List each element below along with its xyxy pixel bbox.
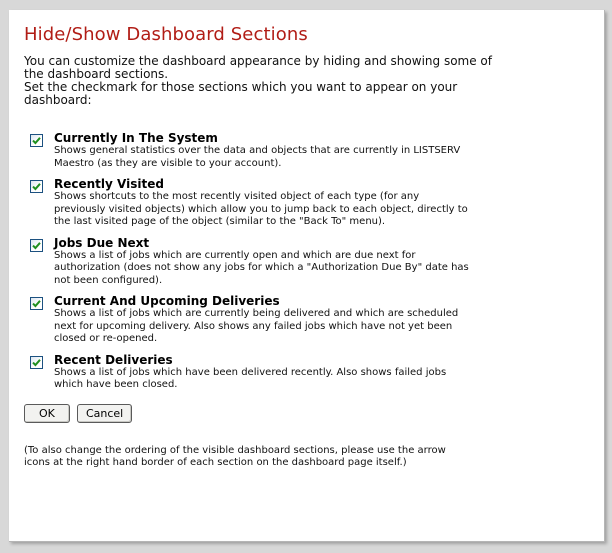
- section-checkbox[interactable]: [30, 134, 43, 147]
- section-description: [54, 367, 594, 392]
- cancel-button[interactable]: Cancel: [77, 404, 132, 423]
- section-currently-in-system: [24, 131, 594, 170]
- footer-note: [24, 445, 594, 470]
- description-line: closed or re-opened.: [54, 333, 158, 344]
- checkmark-icon: [32, 358, 41, 367]
- section-title: Jobs Due Next: [54, 235, 150, 250]
- description-line: which have been closed.: [54, 379, 178, 390]
- section-list: [24, 131, 594, 392]
- checkmark-icon: [32, 182, 41, 191]
- checkmark-icon: [32, 136, 41, 145]
- description-line: next for upcoming delivery. Also shows any failed jobs which have not yet been: [54, 320, 453, 332]
- description-line: Shows a list of jobs which have been delivered recently. Also shows failed jobs: [54, 366, 447, 378]
- intro-line: Set the checkmark for those sections which you want to appear on your: [24, 80, 458, 94]
- intro-text: [24, 55, 594, 107]
- button-row: [24, 402, 594, 423]
- checkmark-icon: [32, 241, 41, 250]
- section-checkbox[interactable]: [30, 297, 43, 310]
- intro-line: the dashboard sections.: [24, 67, 169, 81]
- description-line: Shows general statistics over the data and objects that are currently in LISTSERV: [54, 145, 461, 156]
- section-description: [54, 145, 594, 170]
- description-line: Maestro (as they are visible to your account).: [54, 157, 282, 169]
- section-recent-deliveries: [24, 353, 594, 392]
- description-line: Shows shortcuts to the most recently visited object of each type (for any: [54, 191, 420, 202]
- section-description: [54, 191, 594, 229]
- description-line: Shows a list of jobs which are currently being delivered and which are scheduled: [54, 308, 459, 319]
- footer-line: icons at the right hand border of each section on the dashboard page itself.): [24, 457, 407, 468]
- section-recently-visited: [24, 177, 594, 229]
- section-checkbox[interactable]: [30, 239, 43, 252]
- intro-line: You can customize the dashboard appearance by hiding and showing some of: [24, 54, 492, 68]
- section-description: [54, 250, 594, 288]
- section-title: Current And Upcoming Deliveries: [54, 294, 280, 308]
- description-line: not been configured).: [54, 274, 163, 286]
- section-checkbox[interactable]: [30, 180, 43, 193]
- section-checkbox[interactable]: [30, 356, 43, 369]
- section-description: [54, 308, 594, 346]
- description-line: Shows a list of jobs which are currently open and which are due next for: [54, 249, 416, 261]
- checkmark-icon: [32, 299, 41, 308]
- intro-line: dashboard:: [24, 93, 92, 107]
- dashboard-sections-panel: [9, 10, 605, 542]
- section-title: Recent Deliveries: [54, 352, 173, 367]
- section-jobs-due-next: [24, 236, 594, 288]
- description-line: authorization (does not show any jobs for which a "Authorization Due By" date has: [54, 262, 469, 273]
- section-current-upcoming-deliveries: [24, 294, 594, 346]
- ok-button[interactable]: OK: [24, 404, 70, 423]
- footer-line: (To also change the ordering of the visible dashboard sections, please use the arrow: [24, 444, 446, 456]
- section-title: Recently Visited: [54, 177, 164, 191]
- description-line: the last visited page of the object (similar to the "Back To" menu).: [54, 216, 386, 227]
- page-title: Hide/Show Dashboard Sections: [24, 24, 308, 45]
- description-line: previously visited objects) which allow you to jump back to each object, directly to: [54, 203, 468, 215]
- section-title: Currently In The System: [54, 131, 218, 145]
